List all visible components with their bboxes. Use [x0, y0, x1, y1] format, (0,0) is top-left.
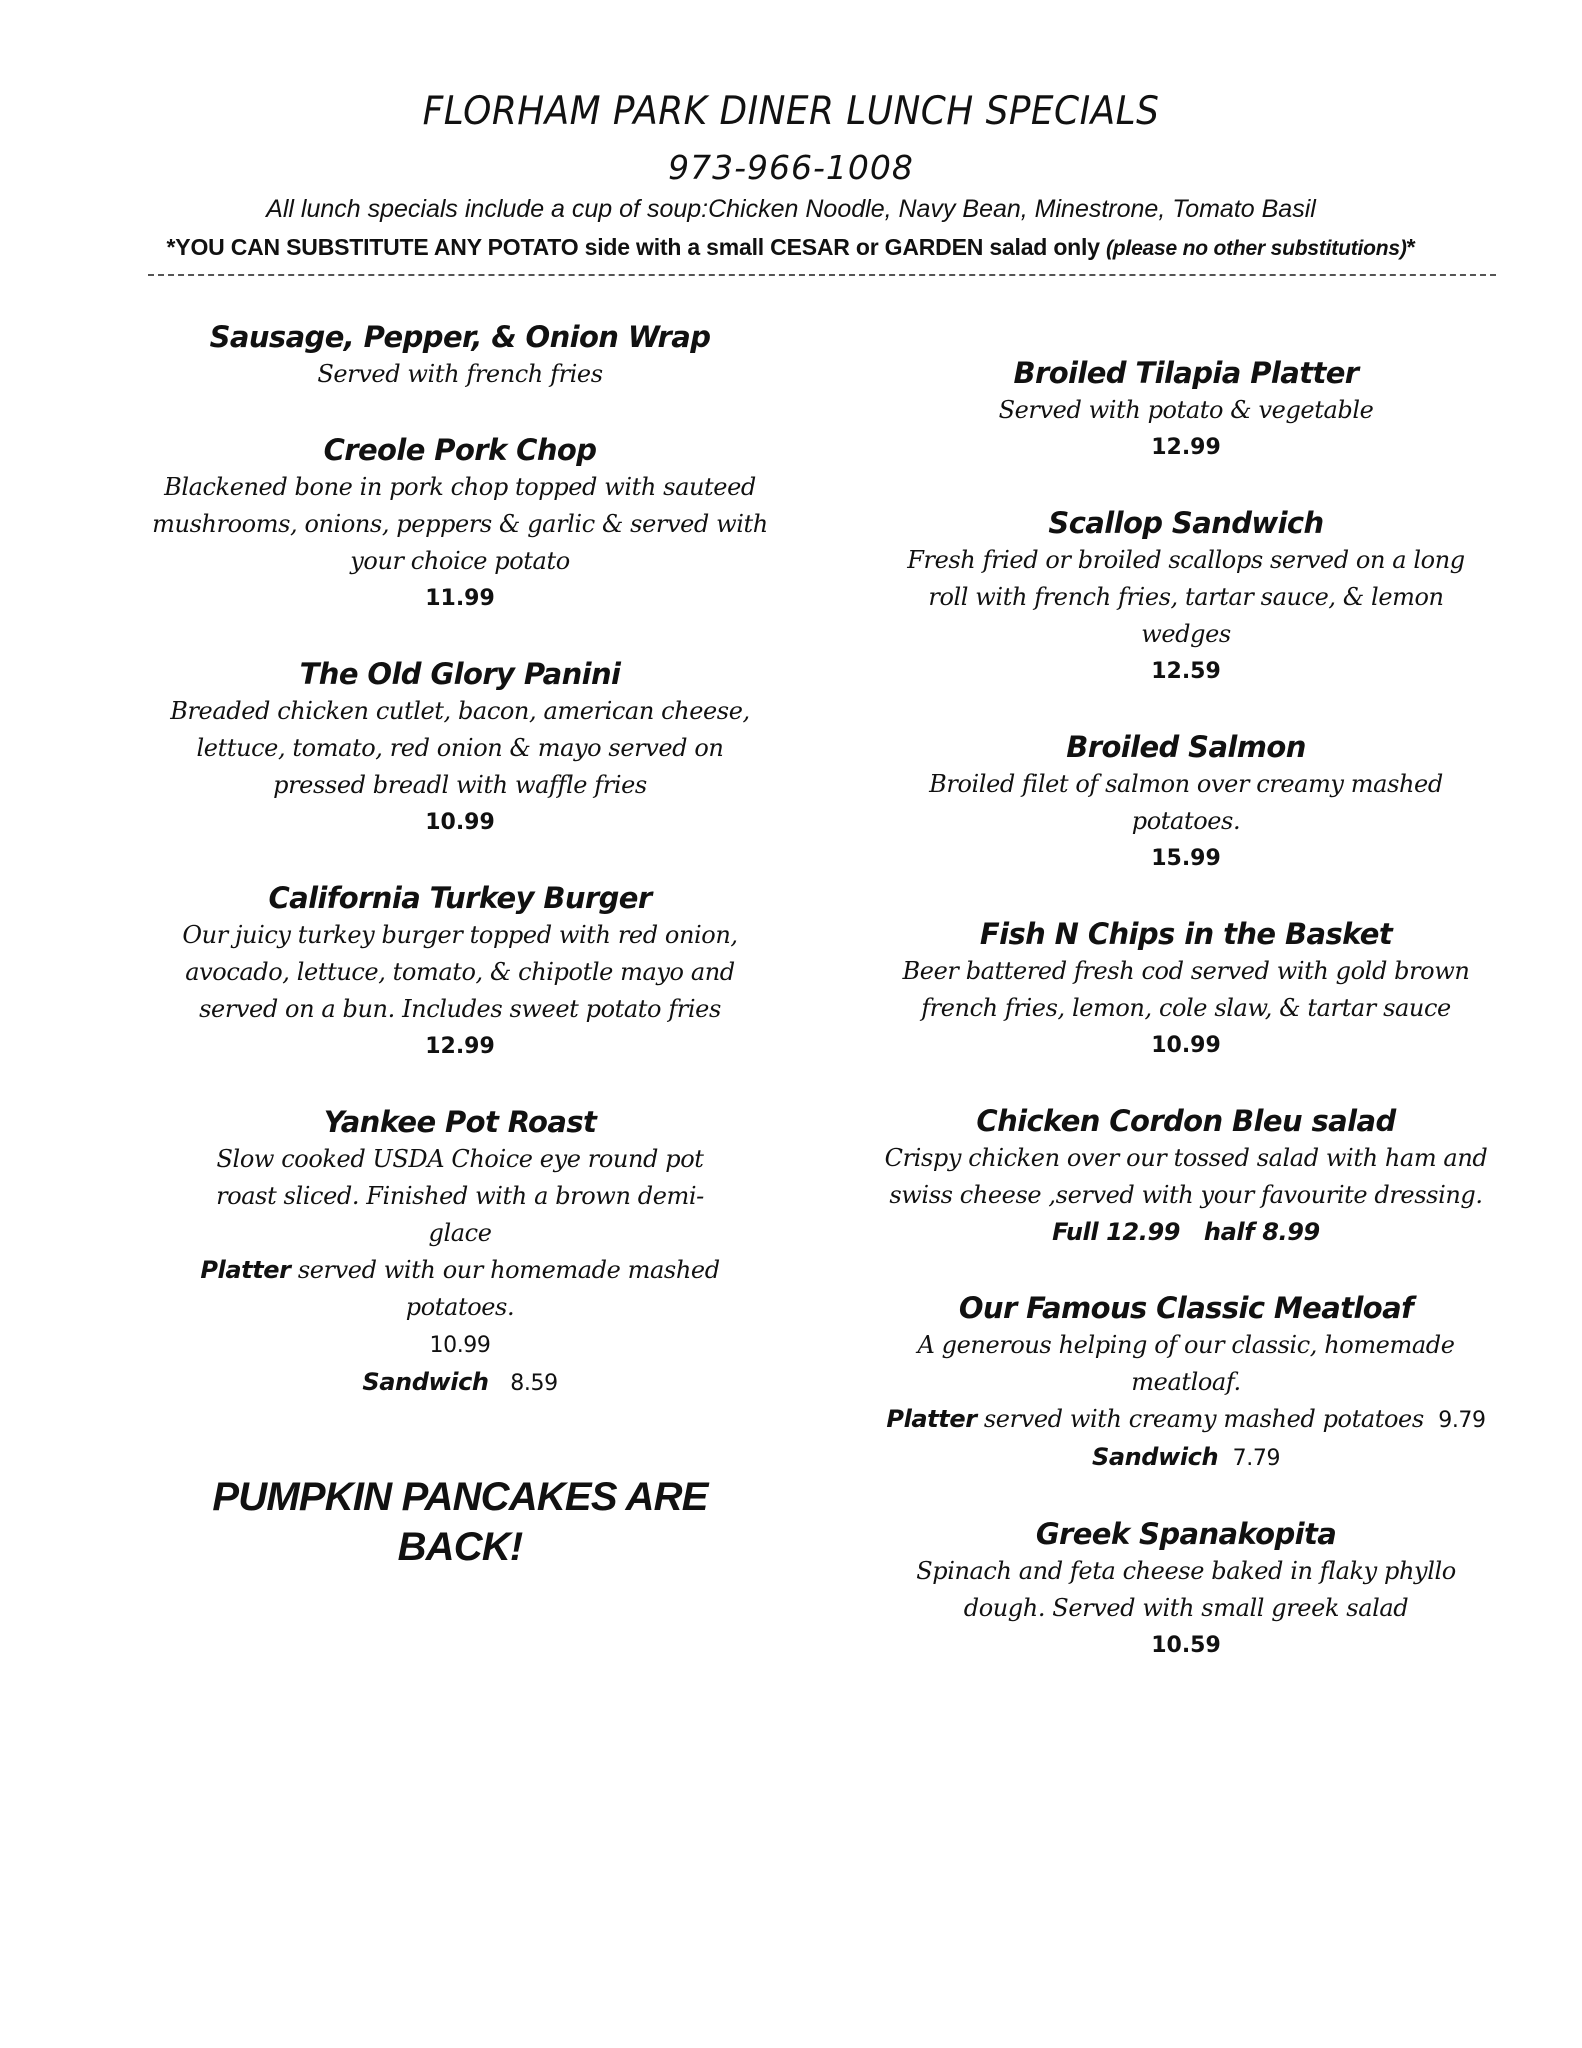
item-name: Greek Spanakopita — [1035, 1517, 1337, 1551]
item-name: Sausage, Pepper, & Onion Wrap — [209, 320, 711, 354]
item-price — [876, 1214, 1496, 1251]
item-price: 10.59 — [1151, 1633, 1221, 1658]
promo-banner: PUMPKIN PANCAKES ARE BACK! — [212, 1475, 708, 1569]
item-name: Yankee Pot Roast — [323, 1105, 597, 1139]
item-name: Chicken Cordon Bleu salad — [976, 1104, 1396, 1138]
menu-item-old-glory-panini — [150, 655, 770, 841]
sandwich-line — [150, 1364, 770, 1402]
full-half-prices: Full 12.99 half 8.99 — [1052, 1218, 1320, 1246]
soup-note: All lunch specials include a cup of soup:Chicken Noodle, Navy Bean, Minestrone, Tomato Basil — [266, 195, 1316, 223]
item-name: California Turkey Burger — [268, 881, 652, 915]
sandwich-label: Sandwich — [362, 1368, 489, 1396]
platter-line — [876, 1401, 1496, 1439]
platter-label: Platter — [886, 1405, 977, 1433]
item-price: 12.99 — [1151, 435, 1221, 460]
menu-item-classic-meatloaf — [876, 1289, 1496, 1477]
item-description: Served with potato & vegetable — [998, 396, 1374, 424]
sandwich-line — [876, 1439, 1496, 1477]
item-description: Served with french fries — [317, 360, 603, 388]
substitution-note — [0, 230, 1582, 266]
menu-header — [0, 88, 1582, 266]
item-description: Broiled filet of salmon over creamy mashed potatoes. — [929, 770, 1443, 835]
item-description: Beer battered fresh cod served with gold brown french fries, lemon, cole slaw, & tartar sauce — [902, 957, 1470, 1022]
item-name: Broiled Tilapia Platter — [1013, 356, 1359, 390]
platter-price: 10.99 — [429, 1333, 491, 1358]
menu-item-chicken-cordon-bleu — [876, 1102, 1496, 1251]
item-description: Our juicy turkey burger topped with red onion, avocado, lettuce, tomato, & chipotle mayo and served on a bun. Includes sweet potato fries — [182, 921, 738, 1023]
sandwich-price: 7.79 — [1232, 1446, 1281, 1471]
substitution-end: * — [1406, 234, 1416, 260]
item-price: 12.59 — [1151, 659, 1221, 684]
platter-line — [150, 1252, 770, 1326]
item-name: Our Famous Classic Meatloaf — [958, 1291, 1414, 1325]
item-description: Blackened bone in pork chop topped with sauteed mushrooms, onions, peppers & garlic & served with your choice potato — [152, 473, 768, 575]
item-description: Fresh fried or broiled scallops served on a long roll with french fries, tartar sauce, & lemon wedges — [907, 546, 1465, 648]
menu-item-fish-n-chips — [876, 915, 1496, 1064]
sandwich-label: Sandwich — [1091, 1443, 1219, 1471]
platter-text: served with our homemade mashed potatoes. — [290, 1256, 720, 1321]
item-price: 11.99 — [425, 586, 495, 611]
item-name: Fish N Chips in the Basket — [979, 917, 1393, 951]
phone-number: 973-966-1008 — [668, 148, 914, 187]
substitution-paren: (please no other substitutions) — [1106, 237, 1407, 260]
item-description: A generous helping of our classic, homemade meatloaf. — [917, 1331, 1455, 1396]
item-price: 10.99 — [1151, 1033, 1221, 1058]
item-name: Broiled Salmon — [1066, 730, 1306, 764]
item-description: Crispy chicken over our tossed salad with ham and swiss cheese ,served with your favourite dressing. — [884, 1144, 1488, 1209]
item-description: Breaded chicken cutlet, bacon, american cheese, lettuce, tomato, red onion & mayo served on pressed breadl with waffle fries — [170, 697, 750, 799]
item-name: Creole Pork Chop — [323, 433, 597, 467]
item-price: 15.99 — [1151, 846, 1221, 871]
item-price: 10.99 — [425, 810, 495, 835]
platter-price-line — [150, 1326, 770, 1364]
platter-price: 9.79 — [1438, 1408, 1486, 1433]
menu-item-yankee-pot-roast — [150, 1103, 770, 1402]
menu-item-scallop-sandwich — [876, 504, 1496, 690]
menu-item-creole-pork-chop — [150, 431, 770, 617]
menu-item-broiled-tilapia — [876, 354, 1496, 466]
item-name: Scallop Sandwich — [1048, 506, 1324, 540]
dashed-divider — [148, 274, 1496, 276]
platter-label: Platter — [200, 1256, 291, 1284]
left-column — [150, 318, 770, 1572]
item-description: Spinach and feta cheese baked in flaky phyllo dough. Served with small greek salad — [916, 1557, 1456, 1622]
menu-item-greek-spanakopita — [876, 1515, 1496, 1664]
item-price: 12.99 — [425, 1034, 495, 1059]
item-name: The Old Glory Panini — [299, 657, 621, 691]
menu-item-sausage-wrap — [150, 318, 770, 393]
platter-text: served with creamy mashed potatoes — [976, 1405, 1439, 1433]
menu-item-broiled-salmon — [876, 728, 1496, 877]
menu-title: FLORHAM PARK DINER LUNCH SPECIALS — [422, 89, 1160, 134]
sandwich-price: 8.59 — [510, 1371, 558, 1396]
menu-item-california-turkey-burger — [150, 879, 770, 1065]
right-column — [876, 354, 1496, 1702]
item-description: Slow cooked USDA Choice eye round pot roast sliced. Finished with a brown demi-glace — [216, 1145, 704, 1247]
substitution-main: *YOU CAN SUBSTITUTE ANY POTATO side with a small CESAR or GARDEN salad only — [166, 234, 1107, 260]
